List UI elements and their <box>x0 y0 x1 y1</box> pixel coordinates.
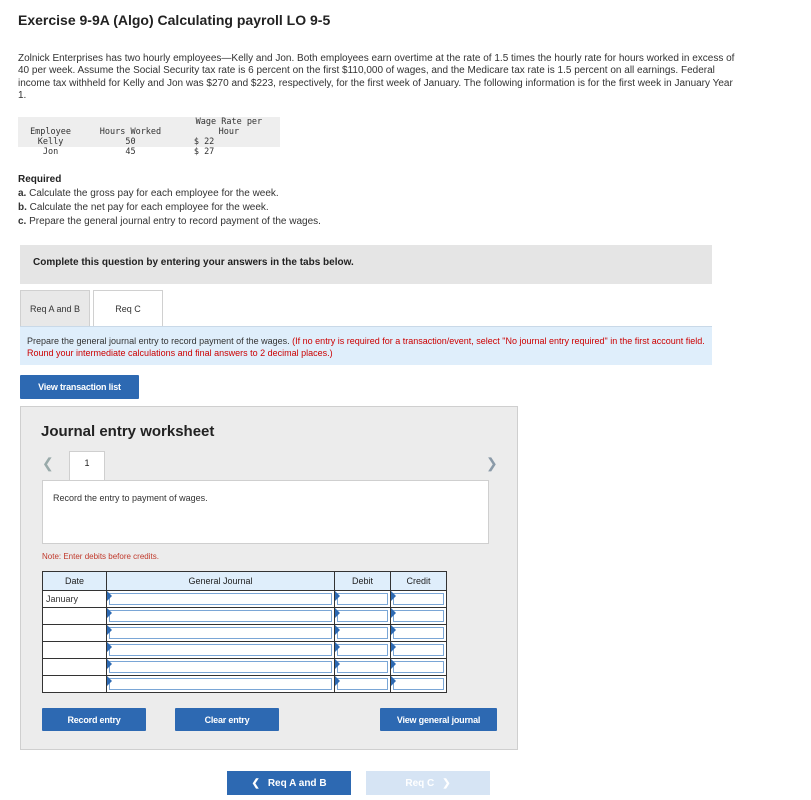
col-credit: Credit <box>391 572 447 591</box>
credit-input[interactable] <box>391 642 447 659</box>
date-cell <box>43 625 107 642</box>
debit-input[interactable] <box>335 625 391 642</box>
credit-input[interactable] <box>391 591 447 608</box>
credit-input[interactable] <box>391 659 447 676</box>
employee-table <box>18 117 280 157</box>
instruction-text: Prepare the general journal entry to record payment of the wages. (If no entry is required for a transaction/event, select "No journal entry required" in the first account field. Round your intermediate calculations and final answers to 2 decimal places.) <box>27 336 705 358</box>
entry-description: Record the entry to payment of wages. <box>53 493 208 503</box>
account-select[interactable] <box>107 625 335 642</box>
col-wage: Wage Rate per Hour <box>195 117 263 137</box>
table-row <box>43 676 447 693</box>
account-select[interactable] <box>107 659 335 676</box>
journal-entry-worksheet <box>20 406 518 750</box>
cell-employee: Kelly <box>18 137 83 147</box>
table-row <box>43 642 447 659</box>
debit-input[interactable] <box>335 642 391 659</box>
tab-req-a-and-b[interactable]: Req A and B <box>20 290 90 326</box>
cell-hours: 45 <box>83 147 178 157</box>
flag-icon <box>335 608 340 618</box>
flag-icon <box>391 591 396 601</box>
worksheet-title: Journal entry worksheet <box>41 423 215 440</box>
prev-req-label: Req A and B <box>267 777 327 789</box>
complete-banner <box>20 245 712 284</box>
chevron-right-icon: ❯ <box>442 777 451 789</box>
date-cell: January <box>43 591 107 608</box>
flag-icon <box>391 642 396 652</box>
page-title: Exercise 9-9A (Algo) Calculating payroll LO 9-5 <box>18 12 331 28</box>
flag-icon <box>107 625 112 635</box>
flag-icon <box>391 625 396 635</box>
account-select[interactable] <box>107 608 335 625</box>
date-cell <box>43 642 107 659</box>
table-row <box>18 147 280 157</box>
flag-icon <box>107 608 112 618</box>
flag-icon <box>391 608 396 618</box>
col-debit: Debit <box>335 572 391 591</box>
flag-icon <box>107 676 112 686</box>
account-select[interactable] <box>107 642 335 659</box>
record-entry-button[interactable]: Record entry <box>42 708 146 731</box>
date-cell <box>43 676 107 693</box>
prev-req-button[interactable] <box>227 771 351 795</box>
flag-icon <box>391 676 396 686</box>
required-list <box>18 187 321 229</box>
table-row <box>43 591 447 608</box>
table-row <box>43 608 447 625</box>
account-select[interactable] <box>107 591 335 608</box>
credit-input[interactable] <box>391 625 447 642</box>
debit-input[interactable] <box>335 676 391 693</box>
flag-icon <box>335 591 340 601</box>
next-req-label: Req C <box>405 777 435 789</box>
flag-icon <box>391 659 396 669</box>
required-item: b. Calculate the net pay for each employee for the week. <box>18 202 269 213</box>
flag-icon <box>335 642 340 652</box>
entry-description-box <box>42 480 489 544</box>
view-transaction-list-button[interactable]: View transaction list <box>20 375 139 399</box>
col-general-journal: General Journal <box>107 572 335 591</box>
chevron-left-icon[interactable]: ❮ <box>42 455 54 471</box>
table-row <box>43 625 447 642</box>
instruction-note: (If no entry is required for a transaction/event, select "No journal entry required" in the first account field. Round your intermediate calculations and final answers to 2 decimal places.) <box>27 336 705 358</box>
cell-employee: Jon <box>18 147 83 157</box>
cell-wage: $ 27 <box>178 147 280 157</box>
col-date: Date <box>43 572 107 591</box>
required-item: c. Prepare the general journal entry to record payment of the wages. <box>18 216 321 227</box>
clear-entry-button[interactable]: Clear entry <box>175 708 279 731</box>
flag-icon <box>107 659 112 669</box>
tab-req-c[interactable]: Req C <box>93 290 163 327</box>
table-row <box>18 137 280 147</box>
flag-icon <box>335 676 340 686</box>
problem-intro: Zolnick Enterprises has two hourly employees—Kelly and Jon. Both employees earn overtime at the rate of 1.5 times the hourly rate for hours worked in excess of 40 per week. Assume the Social Security tax rate is 6 percent on the first $110,000 of wages, and the Medicare tax rate is 1.5 percent on all earnings. Federal income tax withheld for Kelly and Jon was $270 and $223, respectively, for the first week of January. The following information is for the first week in January Year 1. <box>18 53 735 102</box>
credit-input[interactable] <box>391 676 447 693</box>
debits-note: Note: Enter debits before credits. <box>42 552 159 561</box>
col-hours: Hours Worked <box>99 127 162 137</box>
flag-icon <box>107 642 112 652</box>
debit-input[interactable] <box>335 608 391 625</box>
cell-hours: 50 <box>83 137 178 147</box>
date-cell <box>43 659 107 676</box>
complete-banner-text: Complete this question by entering your answers in the tabs below. <box>33 257 354 268</box>
debit-input[interactable] <box>335 591 391 608</box>
credit-input[interactable] <box>391 608 447 625</box>
cell-wage: $ 22 <box>178 137 280 147</box>
account-select[interactable] <box>107 676 335 693</box>
view-general-journal-button[interactable]: View general journal <box>380 708 497 731</box>
entry-number-tab[interactable]: 1 <box>69 451 105 481</box>
col-employee: Employee <box>30 127 72 137</box>
flag-icon <box>107 591 112 601</box>
required-heading: Required <box>18 174 62 185</box>
chevron-left-icon: ❮ <box>251 777 260 789</box>
flag-icon <box>335 625 340 635</box>
required-item: a. Calculate the gross pay for each employee for the week. <box>18 188 279 199</box>
debit-input[interactable] <box>335 659 391 676</box>
flag-icon <box>335 659 340 669</box>
table-row <box>43 659 447 676</box>
instruction-box <box>20 326 712 365</box>
date-cell <box>43 608 107 625</box>
next-req-button <box>366 771 490 795</box>
chevron-right-icon[interactable]: ❯ <box>486 455 498 471</box>
journal-table <box>42 571 447 693</box>
